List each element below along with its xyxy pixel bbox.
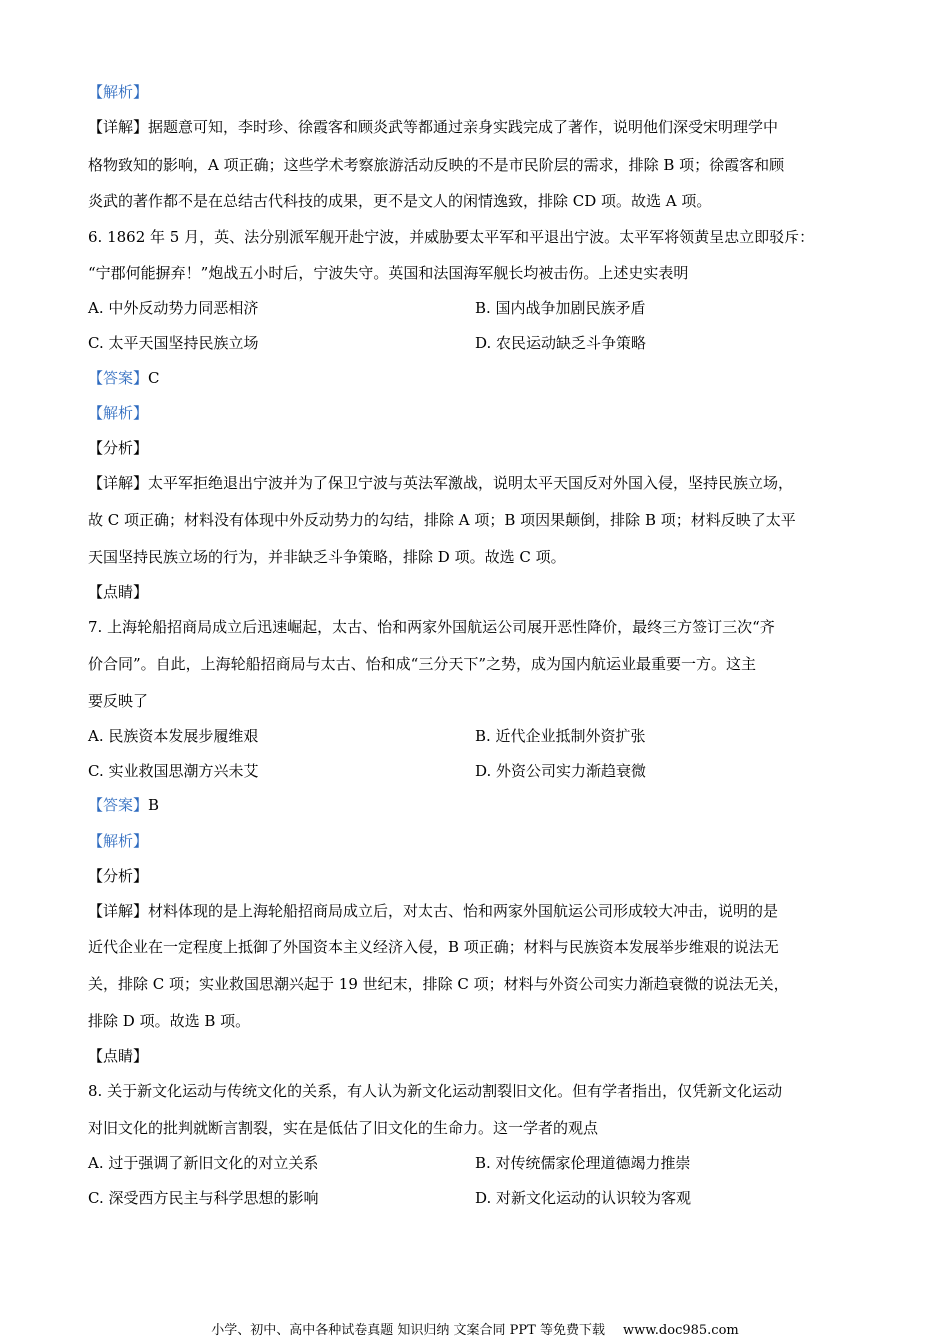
q7-stem-line-3: 要反映了	[88, 692, 149, 710]
q7-fenxi-label: 【分析】	[88, 867, 149, 885]
q6-analysis-label: 【解析】	[88, 404, 149, 422]
q7-answer-value: B	[148, 796, 160, 814]
q8-stem-line-1: 8. 关于新文化运动与传统文化的关系，有人认为新文化运动割裂旧文化。但有学者指出，仅凭新文化运动	[88, 1082, 783, 1100]
q8-option-c: C. 深受西方民主与科学思想的影响	[88, 1189, 319, 1207]
q6-answer	[88, 368, 160, 388]
q7-answer	[88, 795, 159, 815]
q7-option-d: D. 外资公司实力渐趋衰微	[475, 762, 647, 780]
q7-answer-label: 【答案】	[88, 796, 149, 814]
q7-detail-line-2: 近代企业在一定程度上抵御了外国资本主义经济入侵，B 项正确；材料与民族资本发展举步维艰的说法无	[88, 938, 779, 956]
q5-detail-line-2: 格物致知的影响，A 项正确；这些学术考察旅游活动反映的不是市民阶层的需求，排除 B 项；徐霞客和顾	[88, 156, 785, 174]
q7-dianjing-label: 【点睛】	[88, 1047, 149, 1065]
q6-detail-line-3: 天国坚持民族立场的行为，并非缺乏斗争策略，排除 D 项。故选 C 项。	[88, 548, 566, 566]
q6-detail-text-1: 太平军拒绝退出宁波并为了保卫宁波与英法军激战，说明太平天国反对外国入侵，坚持民族立场，	[148, 474, 794, 492]
q7-option-b: B. 近代企业抵制外资扩张	[475, 727, 646, 745]
page-footer	[0, 1322, 950, 1340]
q5-detail-line-1	[88, 117, 778, 137]
q6-option-d: D. 农民运动缺乏斗争策略	[475, 334, 647, 352]
q5-detail-text-1: 据题意可知，李时珍、徐霞客和顾炎武等都通过亲身实践完成了著作，说明他们深受宋明理学中	[148, 118, 779, 136]
q6-dianjing-label: 【点睛】	[88, 583, 149, 601]
q7-detail-text-1: 材料体现的是上海轮船招商局成立后，对太古、怡和两家外国航运公司形成较大冲击，说明的是	[148, 902, 779, 920]
q7-stem-line-2: 价合同”。自此，上海轮船招商局与太古、怡和成“三分天下”之势，成为国内航运业最重要一方。这主	[88, 655, 757, 673]
q6-option-b: B. 国内战争加剧民族矛盾	[475, 299, 646, 317]
q6-fenxi-label: 【分析】	[88, 439, 149, 457]
q5-detail-label: 【详解】	[88, 118, 149, 136]
q7-stem-line-1: 7. 上海轮船招商局成立后迅速崛起，太古、怡和两家外国航运公司展开恶性降价，最终三方签订三次“齐	[88, 618, 775, 636]
q7-option-c: C. 实业救国思潮方兴未艾	[88, 762, 259, 780]
q7-detail-label: 【详解】	[88, 902, 149, 920]
footer-text: 小学、初中、高中各种试卷真题 知识归纳 文案合同 PPT 等免费下载	[211, 1323, 605, 1338]
q8-option-a: A. 过于强调了新旧文化的对立关系	[88, 1154, 319, 1172]
q8-stem-line-2: 对旧文化的批判就断言割裂，实在是低估了旧文化的生命力。这一学者的观点	[88, 1119, 599, 1137]
q6-stem-line-1: 6. 1862 年 5 月，英、法分别派军舰开赴宁波，并威胁要太平军和平退出宁波。太平军将领黄呈忠立即驳斥：	[88, 228, 815, 246]
q5-analysis-label: 【解析】	[88, 83, 149, 101]
q6-detail-line-1	[88, 473, 793, 493]
q8-option-b: B. 对传统儒家伦理道德竭力推崇	[475, 1154, 691, 1172]
q7-detail-line-1	[88, 901, 778, 921]
q6-option-c: C. 太平天国坚持民族立场	[88, 334, 259, 352]
q7-analysis-label: 【解析】	[88, 832, 149, 850]
q6-answer-label: 【答案】	[88, 369, 149, 387]
q6-stem-line-2: “宁郡何能摒弃！”炮战五小时后，宁波失守。英国和法国海军舰长均被击伤。上述史实表明	[88, 264, 689, 282]
q7-option-a: A. 民族资本发展步履维艰	[88, 727, 259, 745]
q6-option-a: A. 中外反动势力同恶相济	[88, 299, 259, 317]
q7-detail-line-3: 关，排除 C 项；实业救国思潮兴起于 19 世纪末，排除 C 项；材料与外资公司实力渐趋衰微的说法无关，	[88, 975, 789, 993]
q5-detail-line-3: 炎武的著作都不是在总结古代科技的成果，更不是文人的闲情逸致，排除 CD 项。故选 A 项。	[88, 192, 712, 210]
q6-detail-line-2: 故 C 项正确；材料没有体现中外反动势力的勾结，排除 A 项；B 项因果颠倒，排除 B 项；材料反映了太平	[88, 511, 796, 529]
q7-detail-line-4: 排除 D 项。故选 B 项。	[88, 1012, 251, 1030]
q6-answer-value: C	[148, 369, 160, 387]
footer-url-link[interactable]: www.doc985.com	[622, 1323, 739, 1338]
q6-detail-label: 【详解】	[88, 474, 149, 492]
q8-option-d: D. 对新文化运动的认识较为客观	[475, 1189, 692, 1207]
